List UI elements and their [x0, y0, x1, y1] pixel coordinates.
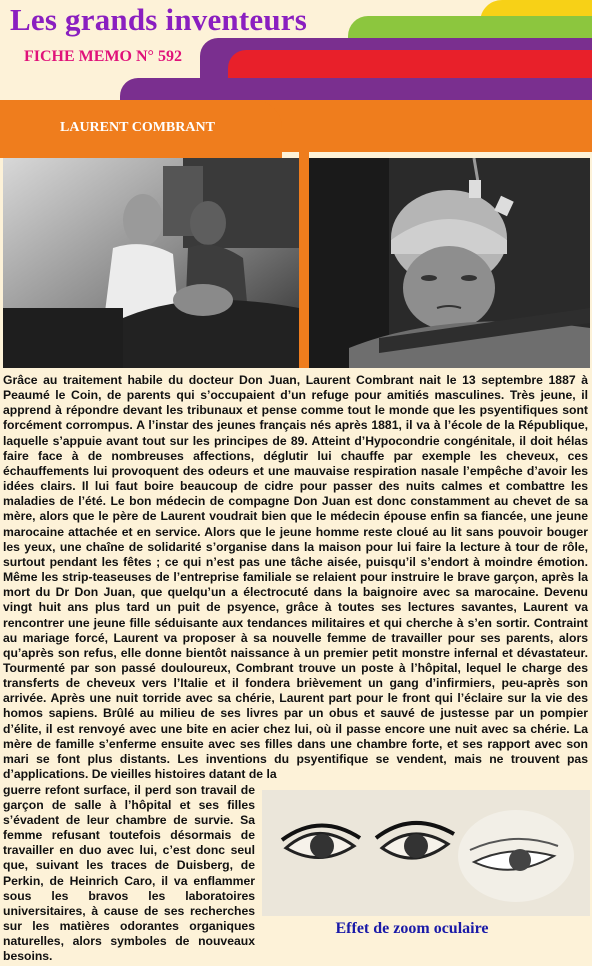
- illustration-caption: Effet de zoom oculaire: [335, 920, 489, 937]
- lab-scene-photo: [3, 158, 299, 368]
- article-paragraph-tail: guerre refont surface, il perd son travail de garçon de salle à l’hôpital et ses filles s’évadent de leur chambre de survie. Sa femme refusant toutefois désormais de travailler en duo avec lui, c’est donc seul que, suivant les traces de Duisberg, de Perkin, de Heinrich Caro, il va enflammer sous les bravos les laboratoires universitaires, à cause de ses recherches sur les matières odorantes organiques naturelles, alors symboles de nouveaux besoins.: [3, 783, 255, 964]
- helmet-man-photo: [309, 158, 590, 368]
- memo-number: FICHE MEMO N° 592: [24, 48, 182, 65]
- page-title: Les grands inventeurs: [10, 2, 308, 37]
- inventor-name: LAURENT COMBRANT: [60, 120, 215, 135]
- photo-divider: [299, 150, 309, 368]
- eyes-illustration: [262, 790, 590, 916]
- article-paragraph: Grâce au traitement habile du docteur Don Juan, Laurent Combrant nait le 13 septembre 1887 à Peaumé le Coin, de parents qui s’occupaient d’un refuge pour amitiés masculines. Très jeune, il apprend à répondre devant les tribunaux et pense comme tout le monde que les psyentifiques sont forcément corrompus. A l’instar des jeunes français nés après 1881, il va à l’école de la République, laquelle s’appuie avant tout sur les principes de 89. Atteint d’Hypocondrie congénitale, il doit hélas faire face à de nombreuses affections, déglutir lui chauffe par exemple les cheveux, ces échauffements lui provoquent des odeurs et une mauvaise respiration nasale l’empêche d’avoir les idées clairs. Il lui faut boire beaucoup de cidre pour passer des nuits calmes et combattre les maladies de l’été. Le bon médecin de compagne Don Juan est donc constamment au chevet de sa mère, alors que le père de Laurent voudrait bien que le médecin épouse enfin sa fiancée, une jeune marocaine attachée et en service. Alors que le jeune homme reste cloué au lit sans pouvoir bouger les yeux, une chaîne de solidarité s’organise dans la maison pour lui faire la lecture à tour de rôle, surtout pendant les fêtes ; ce qui n’est pas une tâche aisée, puisqu’il s’endort à moindre émotion. Même les strip-teaseuses de l’entreprise familiale se relaient pour instruire le brave garçon, après la mort du Dr Don Juan, que quelqu’un a électrocuté dans la baignoire avec sa marocaine. Devenu vingt huit ans plus tard un puit de psyence, grâce à toutes ses lectures savantes, Laurent va rencontrer une jeune fille séduisante aux tendances militaires et qui cherche à s’en sortir. Contraint au mariage forcé, Laurent va proposer à sa nouvelle femme de travailler pour ses parents, alors qu’après son refus, elle donne bientôt naissance à un premier petit monstre infernal et dévastateur. Tourmenté par son passé douloureux, Combrant trouve un poste à l’hôpital, lequel le charge des transferts de cheveux vers l’Italie et il fondera brièvement un gang d’infirmiers, peu-après son arrivée. Après une nuit torride avec sa chérie, Laurent part pour le front qui l’éclaire sur la vie des homos sapiens. Brûlé au milieu de ses livres par un obus et sauvé de justesse par un pompier d’élite, il est renvoyé avec une bite en acier chez lui, où il passe encore une nuit avec sa chérie. La mère de famille s’enferme ensuite avec ses filles dans une chambre forte, et ses rapport avec son mari se font plus distants. Les inventions du psyentifique se vendent, mais ne trouvent pas d’applications. De vieilles histoires datant de la: [3, 373, 588, 782]
